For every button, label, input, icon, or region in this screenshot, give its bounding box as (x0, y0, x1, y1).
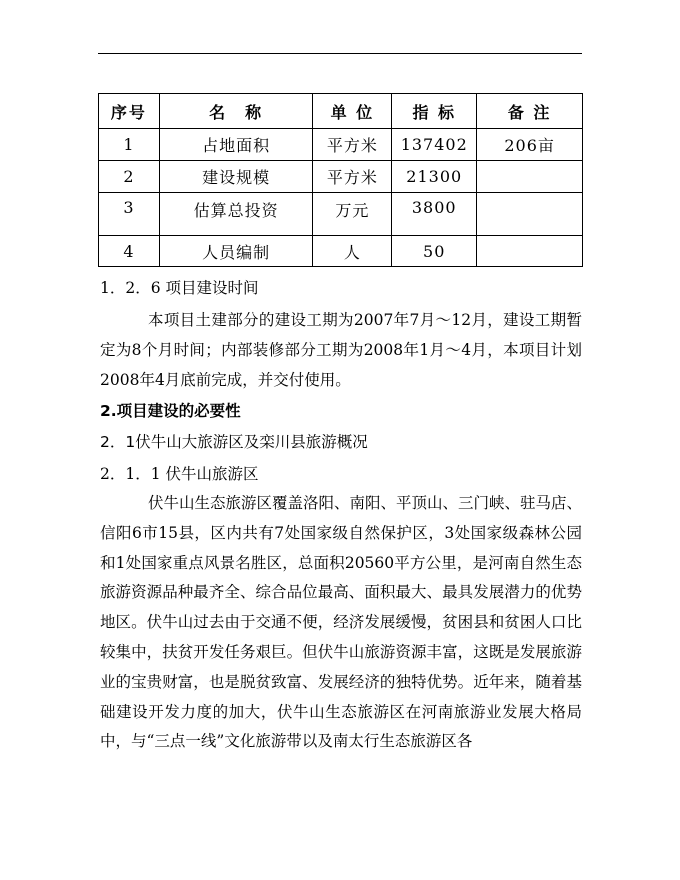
header-cell: 名 称 (159, 94, 313, 129)
section-heading-2: 2.项目建设的必要性 (100, 402, 241, 420)
table-row (99, 193, 583, 236)
table-cell (477, 236, 583, 267)
table-cell: 2 (99, 161, 160, 193)
table-cell: 206亩 (477, 129, 583, 161)
table-cell: 1 (99, 129, 160, 161)
table-cell: 3800 (392, 193, 477, 236)
paragraph-construction-schedule: 本项目土建部分的建设工期为2007年7月～12月，建设工期暂定为8个月时间；内部装修部分工期为2008年1月～4月，本项目计划2008年4月底前完成，并交付使用。 (100, 311, 582, 389)
section-heading-1-2-6: 1．2．6 项目建设时间 (100, 279, 259, 297)
project-indicator-table (98, 93, 583, 267)
section-heading-2-1-1: 2．1．1 伏牛山旅游区 (100, 465, 259, 483)
table-cell (477, 161, 583, 193)
header-cell: 序号 (99, 94, 160, 129)
table-row (99, 161, 583, 193)
table-cell (477, 193, 583, 236)
table-cell: 人 (313, 236, 392, 267)
table-cell: 人员编制 (159, 236, 313, 267)
table-cell: 4 (99, 236, 160, 267)
table-cell: 占地面积 (159, 129, 313, 161)
table-row (99, 129, 583, 161)
table-cell: 万元 (313, 193, 392, 236)
table-row (99, 236, 583, 267)
header-cell: 单 位 (313, 94, 392, 129)
section-heading-2-1: 2．1伏牛山大旅游区及栾川县旅游概况 (100, 433, 368, 451)
header-cell: 备 注 (477, 94, 583, 129)
table-cell: 平方米 (313, 161, 392, 193)
table-cell: 50 (392, 236, 477, 267)
header-rule (98, 53, 582, 54)
table-cell: 21300 (392, 161, 477, 193)
table-cell: 3 (99, 193, 160, 236)
header-cell: 指 标 (392, 94, 477, 129)
table-cell: 建设规模 (159, 161, 313, 193)
table-cell: 估算总投资 (159, 193, 313, 236)
table-header-row (99, 94, 583, 129)
table-cell: 平方米 (313, 129, 392, 161)
table-cell: 137402 (392, 129, 477, 161)
paragraph-funiu-mountain-overview: 伏牛山生态旅游区覆盖洛阳、南阳、平顶山、三门峡、驻马店、信阳6市15县，区内共有7处国家级自然保护区，3处国家级森林公园和1处国家重点风景名胜区，总面积20560平方公里，是河南自然生态旅游资源品种最齐全、综合品位最高、面积最大、最具发展潜力的优势地区。伏牛山过去由于交通不便，经济发展缓慢，贫困县和贫困人口比较集中，扶贫开发任务艰巨。但伏牛山旅游资源丰富，这既是发展旅游业的宝贵财富，也是脱贫致富、发展经济的独特优势。近年来，随着基础建设开发力度的加大，伏牛山生态旅游区在河南旅游业发展大格局中，与“三点一线”文化旅游带以及南太行生态旅游区各 (100, 494, 583, 751)
